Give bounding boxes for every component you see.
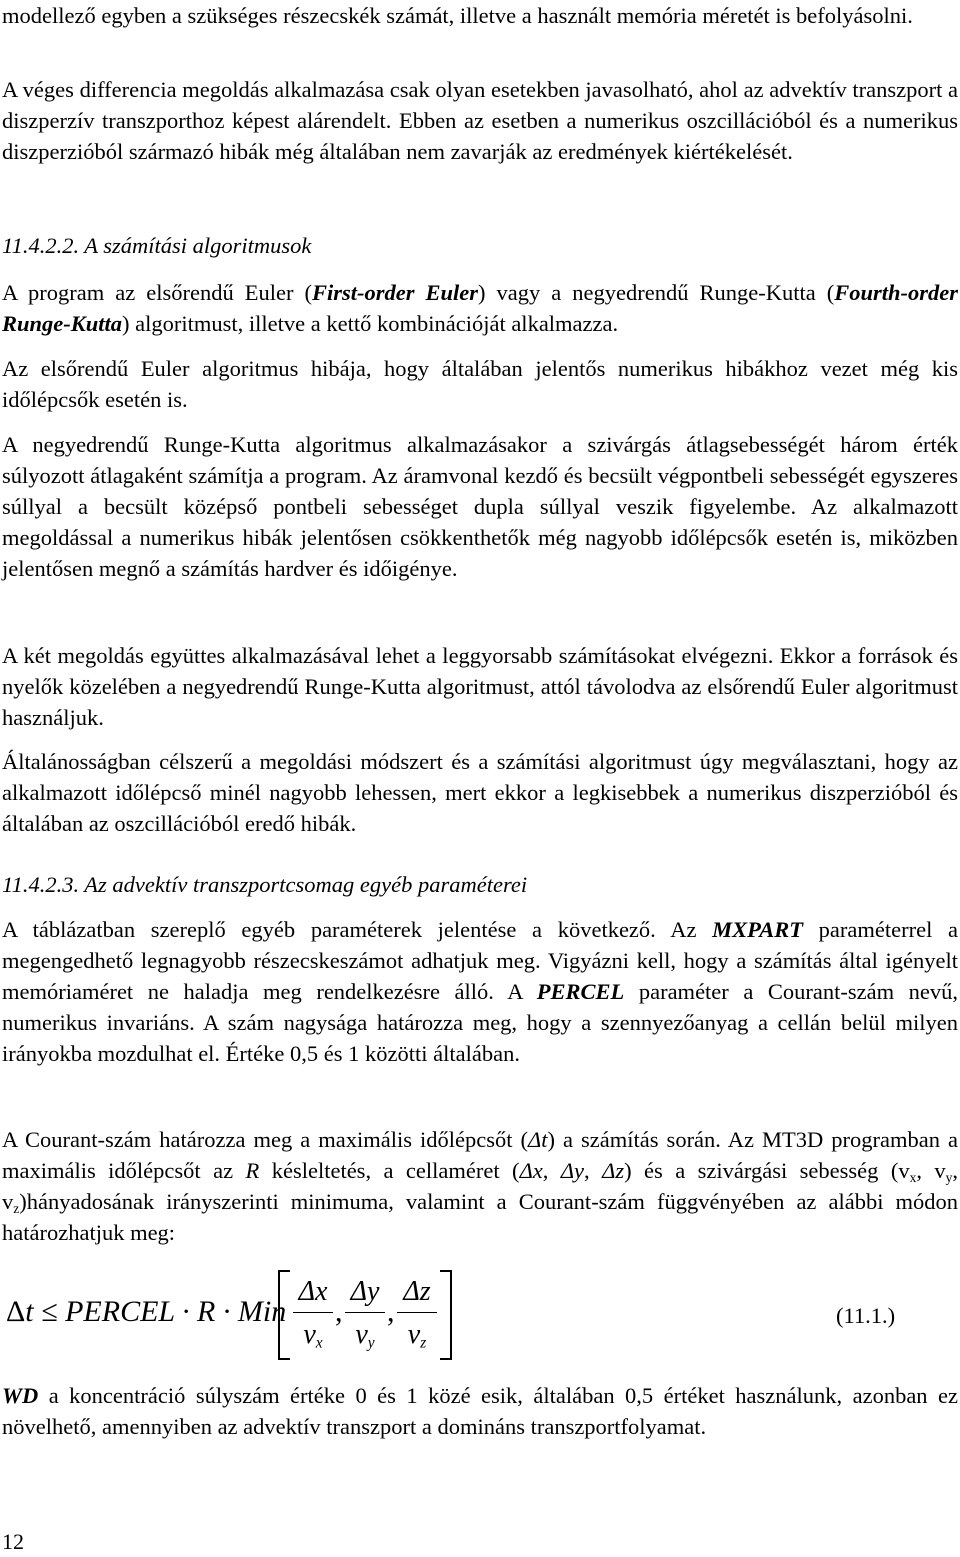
right-bracket (440, 1270, 452, 1360)
paragraph-euler-error: Az elsőrendű Euler algoritmus hibája, hogy általában jelentős numerikus hibákhoz vezet még kis időlépcsők esetén is. (2, 356, 958, 412)
paragraph-program-algorithms: A program az elsőrendű Euler (First-order Euler) vagy a negyedrendű Runge-Kutta (Fourth-order Runge-Kutta) algoritmust, illetve a kettő kombinációját alkalmazza. (2, 280, 958, 336)
fraction-dx-vx: Δx $v_x$ (293, 1274, 333, 1353)
paragraph-general: Általánosságban célszerű a megoldási módszert és a számítási algoritmust úgy megválasztani, hogy az alkalmazott időlépcső minél nagyobb lehessen, mert ekkor a legkisebbek a numerikus diszperzióból és általában az oszcillációból eredő hibák. (2, 749, 958, 836)
paragraph-intro-continuation: modellező egyben a szükséges részecskék számát, illetve a használt memória méretét is befolyásolni. (2, 3, 913, 28)
term-percel: PERCEL (536, 979, 625, 1004)
term-wd: WD (2, 1383, 39, 1408)
paragraph-courant: A Courant-szám határozza meg a maximális időlépcsőt (Δt) a számítás során. Az MT3D programban a maximális időlépcsőt az R késleltetés, a cellaméret (Δx, Δy, Δz) és a szivárgási sebesség ($v_x$, $v_y$, $v_z)hányadosának$ irányszerinti minimuma, valamint a Courant-szám függvényében az alábbi módon határozhatjuk meg: (2, 1127, 959, 1245)
courant-formula: Δt ≤ PERCEL · R · Min Δx $v_x$ , Δy $v_y$ , Δz $v_z$ (11.1.) (0, 1268, 960, 1368)
fraction-dy-vy: Δy $v_y$ (345, 1274, 385, 1353)
section-heading-other-parameters: 11.4.2.3. Az advektív transzportcsomag egyéb paraméterei (2, 872, 528, 897)
paragraph-finite-difference: A véges differencia megoldás alkalmazása csak olyan esetekben javasolható, ahol az advektív transzport a diszperzív transzporthoz képest alárendelt. Ebben az esetben a numerikus oszcillációból és a numerikus diszperzióból származó hibák még általában nem zavarják az eredmények kiértékelését. (2, 77, 958, 164)
term-fourth-order-runge-kutta: Fourth-order Runge-Kutta (2, 280, 958, 336)
formula-lhs: Δt ≤ PERCEL · R · Min (6, 1295, 287, 1328)
paragraph-combined: A két megoldás együttes alkalmazásával lehet a leggyorsabb számításokat elvégezni. Ekkor a források és nyelők közelében a negyedrendű Runge-Kutta algoritmust, attól távolodva az elsőrendű Euler algoritmust használjuk. (2, 643, 958, 730)
paragraph-runge-kutta: A negyedrendű Runge-Kutta algoritmus alkalmazásakor a szivárgás átlagsebességét három érték súlyozott átlagaként számítja a program. Az áramvonal kezdő és becsült végpontbeli sebességét egyszeres súllyal a becsült középső pontbeli sebességet dupla súllyal veszik figyelembe. Az alkalmazott megoldással a numerikus hibák jelentősen csökkenthetők még nagyobb időlépcsők esetén is, miközben jelentősen megnő a számítás hardver és időigénye. (2, 432, 958, 581)
section-heading-algorithms: 11.4.2.2. A számítási algoritmusok (2, 233, 312, 258)
equation-number: (11.1.) (836, 1303, 896, 1328)
paragraph-parameters: A táblázatban szereplő egyéb paraméterek jelentése a következő. Az MXPART paraméterrel a megengedhető legnagyobb részecskeszámot adhatjuk meg. Vigyázni kell, hogy a számítás által igényelt memóriaméret ne haladja meg rendelkezésre álló. A PERCEL paraméter a Courant-szám nevű, numerikus invariáns. A szám nagysága határozza meg, hogy a szennyezőanyag a cellán belül milyen irányokba mozdulhat el. Értéke 0,5 és 1 közötti általában. (2, 917, 958, 1066)
left-bracket (278, 1270, 290, 1360)
fraction-dz-vz: Δz $v_z$ (397, 1274, 437, 1353)
term-first-order-euler: First-order Euler (311, 280, 478, 305)
paragraph-wd: WD a koncentráció súlyszám értéke 0 és 1 közé esik, általában 0,5 értéket használunk, azonban ez növelhető, amennyiben az advektív transzport a domináns transzportfolyamat. (2, 1383, 958, 1439)
page-number: 12 (2, 1529, 24, 1554)
term-mxpart: MXPART (712, 917, 803, 942)
